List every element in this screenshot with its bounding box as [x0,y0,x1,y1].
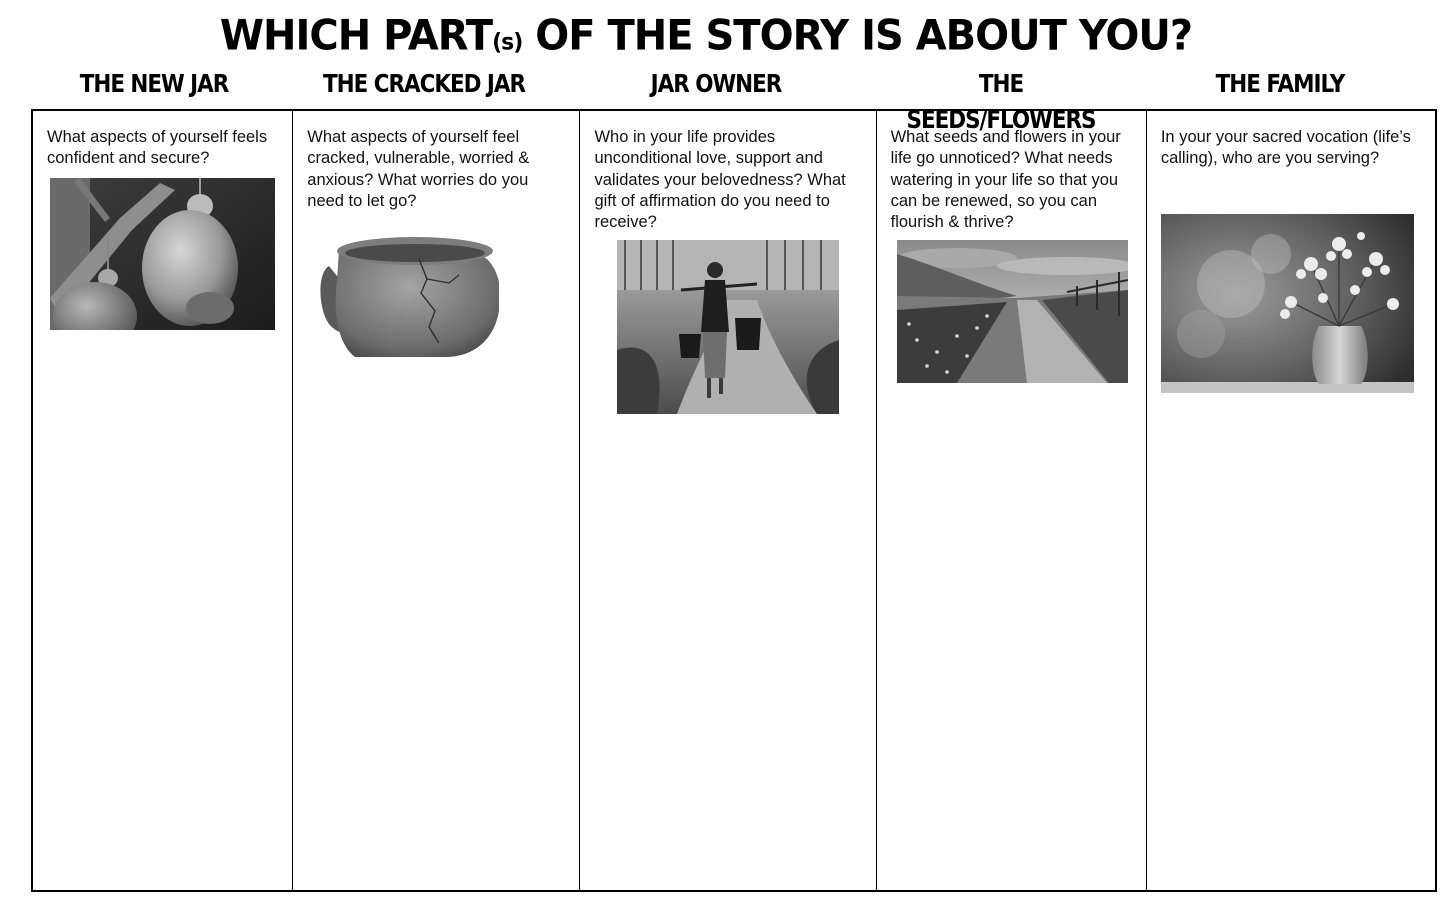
column-seeds-flowers [877,111,1147,890]
column-header-new-jar: THE NEW JAR [79,69,229,98]
question-jar-owner: Who in your life provides unconditional love, support and validates your belovedness? What gift of affirmation do you need to receive? [594,128,846,232]
title-paren: (s) [492,29,523,56]
title-main: WHICH PART [219,11,493,60]
question-family: In your your sacred vocation (life’s calling), who are you serving? [1160,128,1411,168]
page-title [0,6,1412,72]
column-jar-owner [580,111,876,890]
column-new-jar [33,111,293,890]
column-header-cracked-jar: THE CRACKED JAR [323,69,525,98]
column-cracked-jar [293,111,580,890]
question-cracked-jar: What aspects of yourself feel cracked, vulnerable, worried & anxious? What worries do you need to let go? [307,128,530,210]
flower-path-image [897,240,1128,383]
worksheet-table [31,109,1437,892]
question-seeds-flowers: What seeds and flowers in your life go unnoticed? What needs watering in your life so that you can be renewed, so you can flourish & thrive? [890,128,1121,232]
hanging-jars-image [50,178,275,330]
column-header-seeds-flowers: THE SEEDS/FLOWERS [906,69,1096,134]
flowers-vase-image [1161,214,1414,393]
title-rest: OF THE STORY IS ABOUT YOU? [522,11,1193,60]
column-header-family: THE FAMILY [1215,69,1345,98]
cracked-pot-image [319,231,499,357]
column-header-jar-owner: JAR OWNER [650,69,782,98]
woman-carrying-buckets-image [617,240,839,414]
question-new-jar: What aspects of yourself feels confident and secure? [47,128,268,168]
column-family [1147,111,1435,890]
